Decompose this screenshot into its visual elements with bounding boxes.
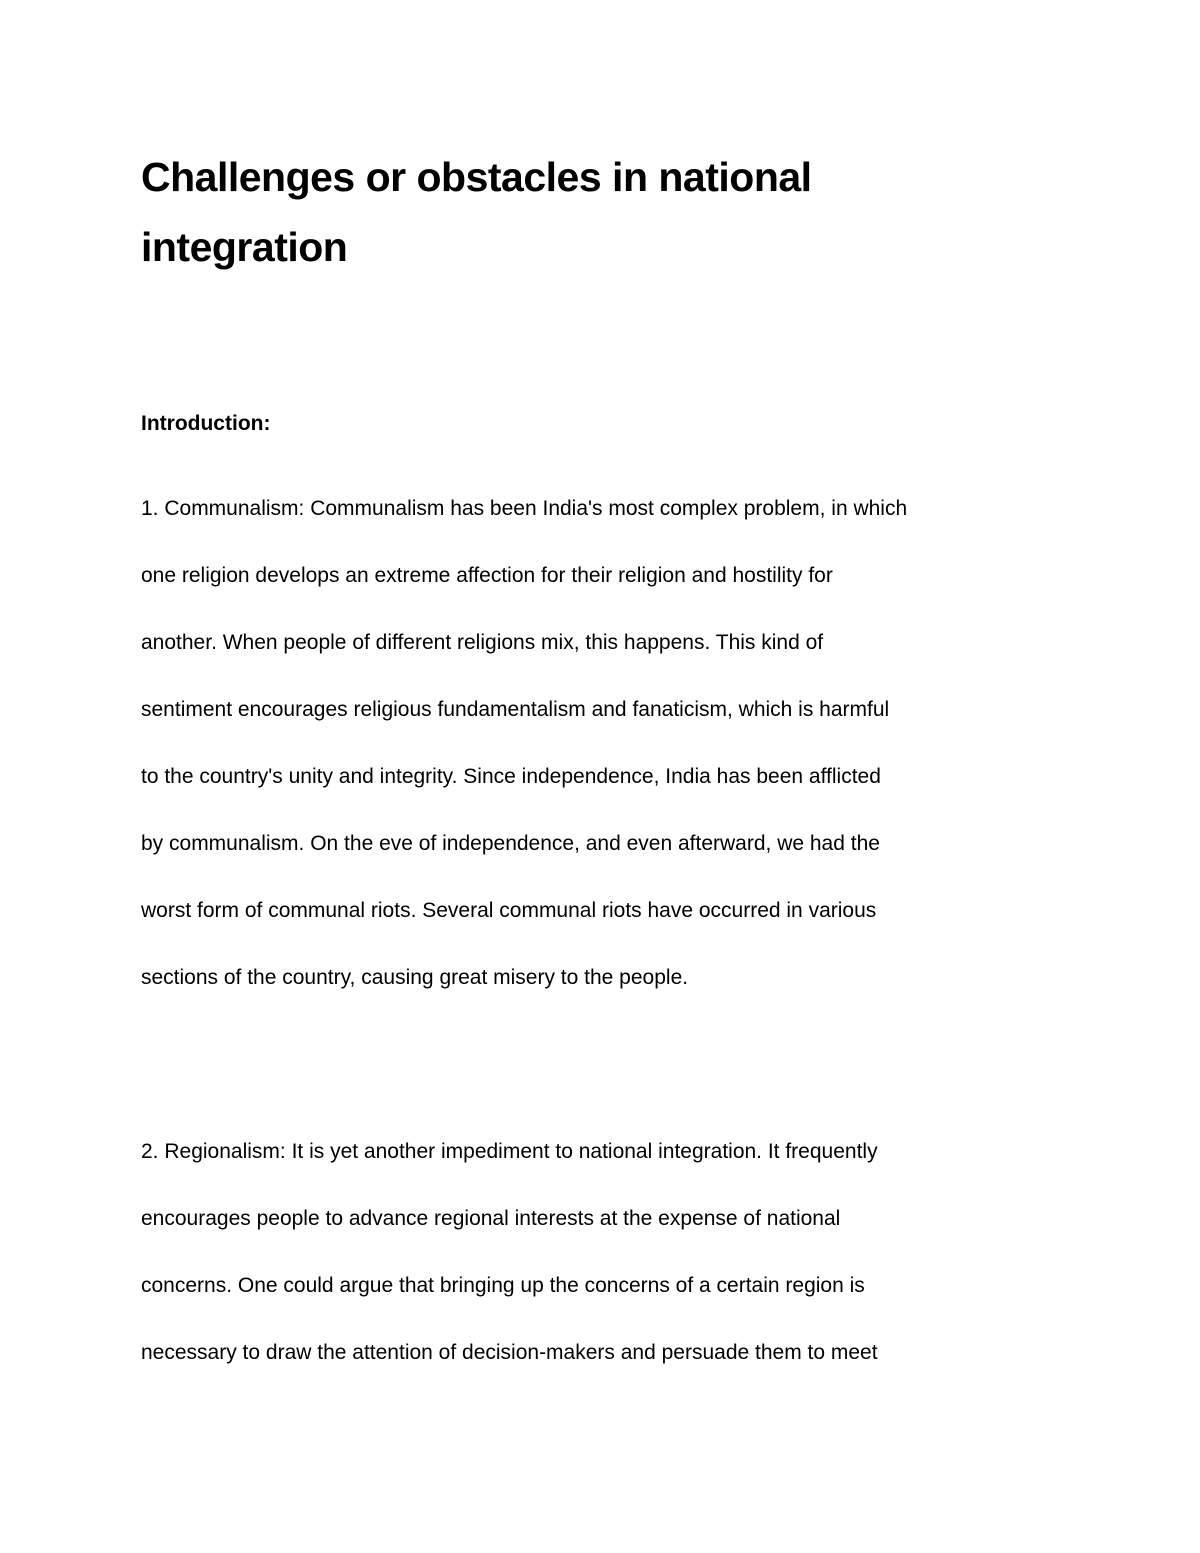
- section1-line-5: to the country's unity and integrity. Since independence, India has been afflicted: [141, 765, 881, 788]
- section1-line-3: another. When people of different religions mix, this happens. This kind of: [141, 631, 824, 654]
- section2-line-2: encourages people to advance regional interests at the expense of national: [141, 1207, 841, 1230]
- section2-line-4: necessary to draw the attention of decision-makers and persuade them to meet: [141, 1341, 878, 1364]
- section1-line-1: 1. Communalism: Communalism has been India's most complex problem, in which: [141, 497, 908, 520]
- page-title-line-1: Challenges or obstacles in national: [141, 154, 812, 200]
- section2-line-3: concerns. One could argue that bringing up the concerns of a certain region is: [141, 1274, 865, 1297]
- section1-line-8: sections of the country, causing great misery to the people.: [141, 966, 689, 989]
- introduction-heading: Introduction:: [141, 412, 271, 435]
- section1-line-6: by communalism. On the eve of independence, and even afterward, we had the: [141, 832, 880, 855]
- page-title-line-2: integration: [141, 224, 348, 270]
- section2-line-1: 2. Regionalism: It is yet another impediment to national integration. It frequently: [141, 1140, 878, 1163]
- section1-line-7: worst form of communal riots. Several communal riots have occurred in various: [141, 899, 877, 922]
- section1-line-4: sentiment encourages religious fundamentalism and fanaticism, which is harmful: [141, 698, 890, 721]
- section1-line-2: one religion develops an extreme affection for their religion and hostility for: [141, 564, 833, 587]
